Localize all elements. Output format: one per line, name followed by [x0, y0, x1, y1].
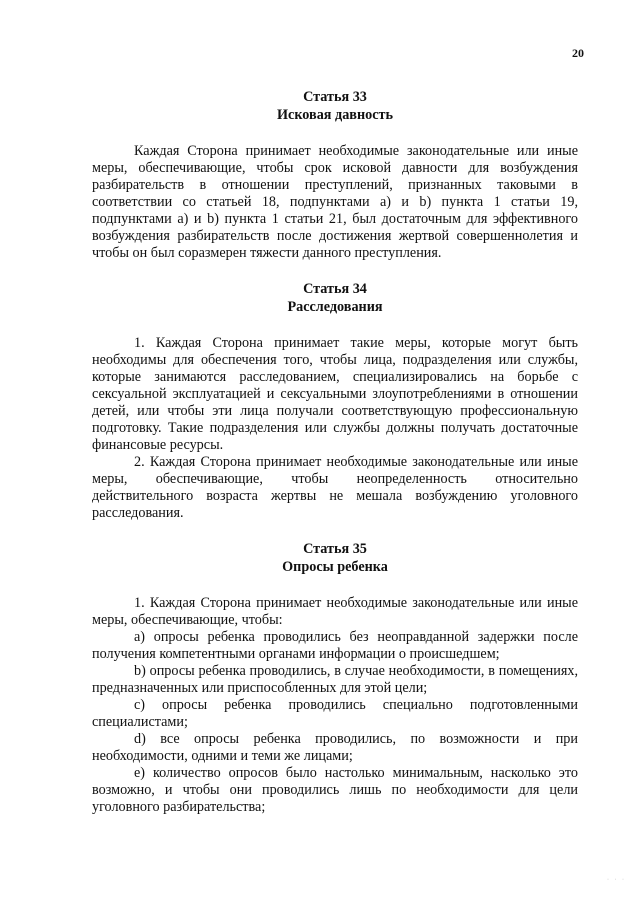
- page-number: 20: [572, 46, 584, 60]
- document-body: [92, 88, 578, 834]
- article-paragraph: 1. Каждая Сторона принимает необходимые законодательные или иные меры, обеспечивающие, чтобы:: [92, 595, 578, 628]
- article-paragraph: 2. Каждая Сторона принимает необходимые законодательные или иные меры, обеспечивающие, чтобы неопределенность относительно действительного возраста жертвы не мешала возбуждению уголовного расследования.: [92, 454, 578, 521]
- article-number: Статья 34: [303, 281, 367, 297]
- scan-specks: · · ·: [607, 877, 626, 883]
- article-title: Опросы ребенка: [282, 559, 388, 575]
- article-heading: [92, 540, 578, 576]
- article-paragraph: 1. Каждая Сторона принимает такие меры, которые могут быть необходимы для обеспечения того, чтобы лица, подразделения или службы, которые занимаются расследованием, специализировались на борьбе с сексуальной эксплуатацией и сексуальными злоупотреблениями в отношении детей, или чтобы эти лица получали соответствующую профессиональную подготовку. Такие подразделения или службы должны получать достаточные финансовые ресурсы.: [92, 335, 578, 453]
- article-title: Исковая давность: [276, 107, 393, 123]
- article-title: Расследования: [287, 299, 383, 315]
- article-number: Статья 35: [303, 541, 367, 557]
- list-item: а) опросы ребенка проводились без неоправданной задержки после получения компетентными органами информации о происшедшем;: [92, 629, 578, 662]
- list-item: с) опросы ребенка проводились специально подготовленными специалистами;: [92, 697, 578, 730]
- list-item: d) все опросы ребенка проводились, по возможности и при необходимости, одними и теми же лицами;: [92, 731, 578, 764]
- article-heading: [92, 88, 578, 124]
- article-35: [92, 540, 578, 816]
- list-item: b) опросы ребенка проводились, в случае необходимости, в помещениях, предназначенных или приспособленных для этой цели;: [92, 663, 578, 696]
- article-34: [92, 280, 578, 522]
- article-heading: [92, 280, 578, 316]
- list-item: е) количество опросов было настолько минимальным, насколько это возможно, и чтобы они проводились лишь по необходимости для цели уголовного разбирательства;: [92, 765, 578, 815]
- article-number: Статья 33: [303, 89, 367, 105]
- article-33: [92, 88, 578, 262]
- article-paragraph: Каждая Сторона принимает необходимые законодательные или иные меры, обеспечивающие, чтобы срок исковой давности для возбуждения разбирательств в отношении преступлений, признанных таковыми в соответствии со статьей 18, подпунктами а) и b) пункта 1 статьи 19, подпунктами а) и b) пункта 1 статьи 21, был достаточным для эффективного возбуждения разбирательств после достижения жертвой совершеннолетия и чтобы он был соразмерен тяжести данного преступления.: [92, 143, 578, 261]
